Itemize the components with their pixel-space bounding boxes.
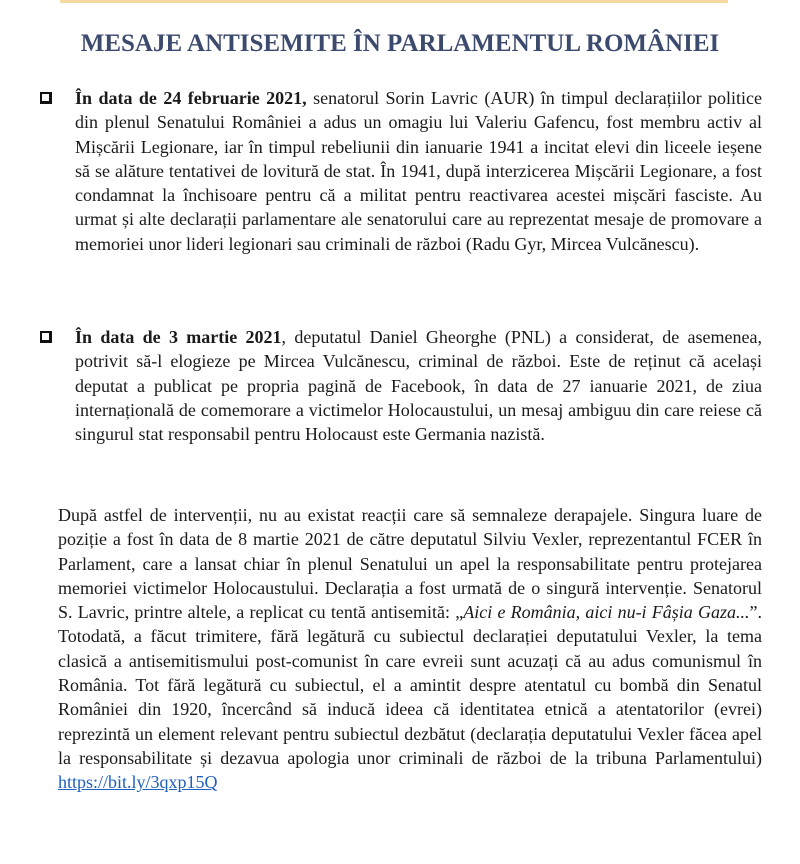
bullet-body: , deputatul Daniel Gheorghe (PNL) a considerat, de asemenea, potrivit să-l elogieze pe Mircea Vulcănescu, criminal de război. Este de reținut că același deputat a publicat pe propria pagină de Facebook, în data de 27 ianuarie 2021, de ziua internațională de comemorare a victimelor Holocaustului, un mesaj ambiguu din care reiese că singurul stat responsabil pentru Holocaust este Germania nazistă. [75, 327, 762, 445]
top-border-rule [60, 0, 728, 3]
bullet-body: senatorul Sorin Lavric (AUR) în timpul declarațiilor politice din plenul Senatului României a adus un omagiu lui Valeriu Gafencu, fost membru activ al Mișcării Legionare, iar în timpul rebeliunii din ianuarie 1941 a incitat elevi din liceele ieșene să se alăture tentativei de lovitură de stat. În 1941, după interzicerea Mișcării Legionare, a fost condamnat la închisoare pentru că a militat pentru reactivarea acestei mișcări fasciste. Au urmat și alte declarații parlamentare ale senatorului care au reprezentat mesaje de promovare a memoriei unor lideri legionari sau criminali de război (Radu Gyr, Mircea Vulcănescu). [75, 88, 762, 254]
bullet-text [75, 325, 762, 446]
bullet-text [75, 86, 762, 256]
body-paragraph [58, 503, 762, 795]
paragraph-part-2: ”. Totodată, a făcut trimitere, fără legătură cu subiectul declarației deputatului Vexler, la tema clasică a antisemitismului post-comunist în care evreii sunt acuzați că au adus comunismul în România. Tot fără legătură cu subiectul, el a amintit despre atentatul cu bombă din Senatul României din 1920, încercând să inducă ideea că identitatea etnică a atentatorilor (evrei) reprezintă un element relevant pentru subiectul dezbătut (declarația deputatului Vexler făcea apel la responsabilitate și dezavua apologia unor criminali de război de la tribuna Parlamentului) [58, 602, 762, 768]
quote-text: Aici e România, aici nu-i Fâșia Gaza... [463, 602, 750, 623]
paragraph-part-1: După astfel de intervenții, nu au existat reacții care să semnaleze derapajele. Singura luare de poziție a fost în data de 8 martie 2021 de către deputatul Silviu Vexler, reprezentantul FCER în Parlament, care a lansat chiar în plenul Senatului un apel la responsabilitate pentru protejarea memoriei victimelor Holocaustului. Declarația a fost urmată de o singură intervenție. Senatorul S. Lavric, printre altele, a replicat cu tentă antisemită: „ [58, 505, 762, 623]
page-title: MESAJE ANTISEMITE ÎN PARLAMENTUL ROMÂNIEI [80, 30, 720, 57]
checkbox-square-icon [40, 331, 52, 343]
bullet-item-lavric [40, 86, 762, 256]
bullet-item-gheorghe [40, 325, 762, 446]
source-link[interactable]: https://bit.ly/3qxp15Q [58, 772, 218, 793]
bullet-lead-date: În data de 24 februarie 2021, [75, 88, 307, 108]
checkbox-square-icon [40, 92, 52, 104]
bullet-lead-date: În data de 3 martie 2021 [75, 327, 282, 347]
